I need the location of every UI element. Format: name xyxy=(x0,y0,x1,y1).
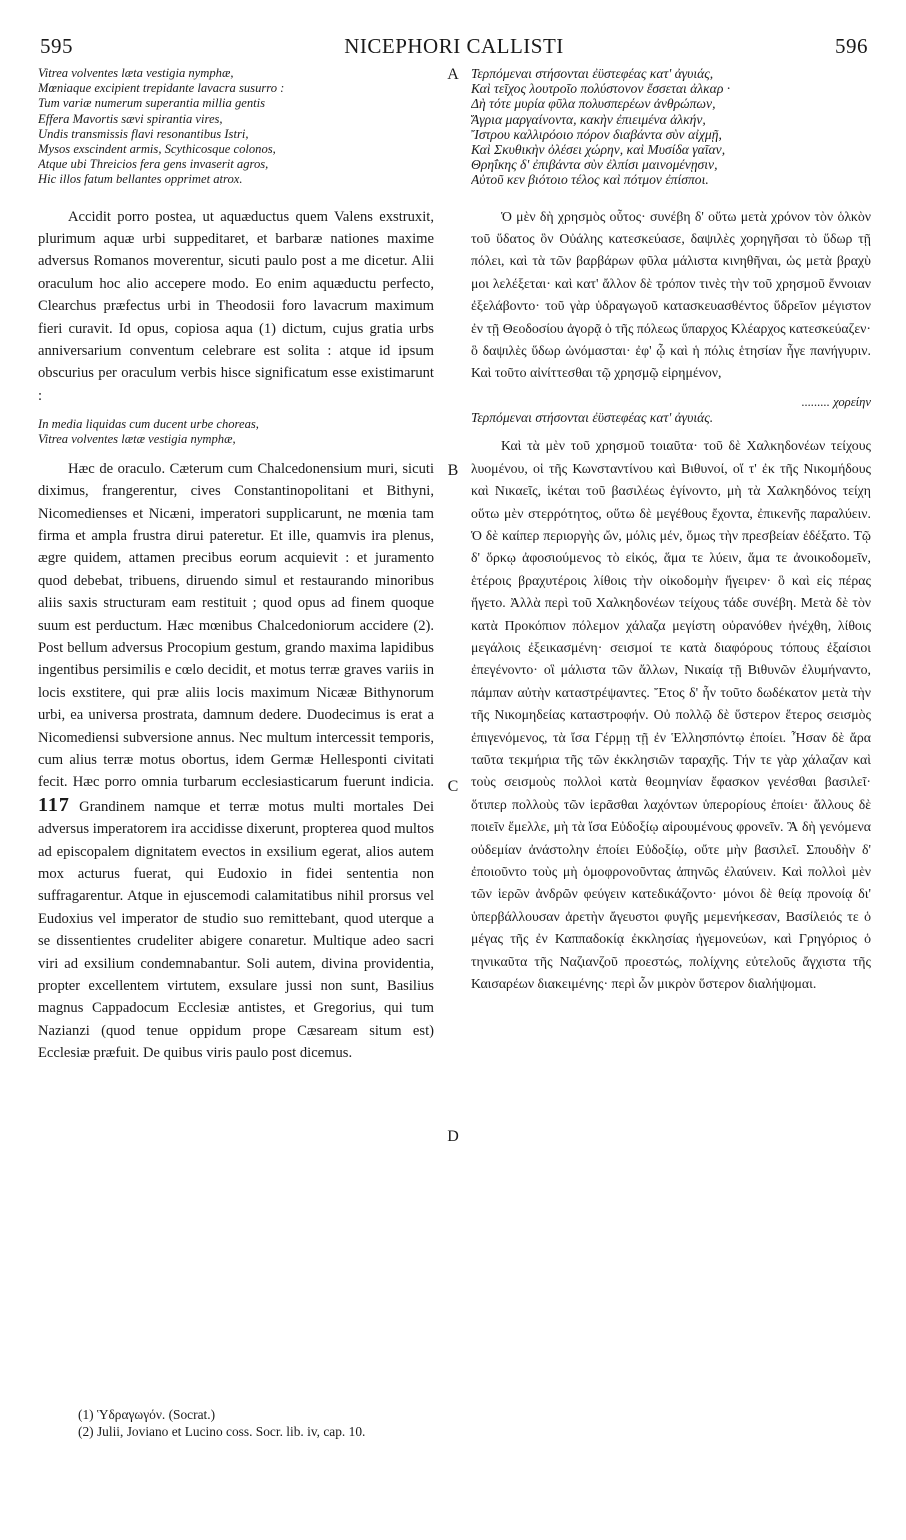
footnote-2: (2) Julii, Joviano et Lucino coss. Socr. lib. iv, cap. 10. xyxy=(78,1424,366,1439)
verse-line: Καὶ Σκυθικὴν ὀλέσει χώρην, καὶ Μυσίδα γαῖαν, xyxy=(471,142,726,158)
verse-line: Vitrea volventes læta vestigia nymphæ, xyxy=(38,66,234,80)
latin-paragraph-2 xyxy=(38,458,434,1065)
latin-column xyxy=(38,66,434,1065)
footnotes xyxy=(78,1406,718,1440)
column-number: 117 xyxy=(38,793,70,816)
latin-quoted-verse xyxy=(38,417,434,447)
greek-quoted-verse xyxy=(471,395,871,425)
verse-line: Τερπόμεναι στήσονται ἐϋστεφέας κατ' ἀγυιάς, xyxy=(471,66,714,81)
verse-line: Effera Mavortis sævi spirantia vires, xyxy=(38,111,223,126)
margin-letter-c: C xyxy=(447,778,459,795)
page-number-right: 596 xyxy=(835,34,868,58)
verse-line: In media liquidas cum ducent urbe choreas, xyxy=(38,417,259,432)
margin-letter-d: D xyxy=(447,1128,459,1145)
greek-paragraph-1: Ὁ μὲν δὴ χρησμὸς οὗτος· συνέβη δ' οὕτω μετὰ χρόνον τὸν ὁλκὸν τοῦ ὕδατος ὃν Οὐάλης κατεσκεύασε, δαψιλὲς χορηγῆσαι τὸ ὕδωρ τῇ πόλει, καὶ τὰ τῶν βαρβάρων φῦλα μάλιστα κινηθῆναι, ὡς μετὰ βραχὺ μοι λελέξεται· καὶ κατ' ἄλλον δὲ τρόπον τινὲς τὴν τοῦ χρησμοῦ ἔννοιαν ἐξελάβοντο· τοῦ γὰρ ὑδραγωγοῦ κατασκευασθέντος ὕδρεῖον μέγιστον ἐν τῇ Θεοδοσίου ἀγορᾷ ὁ τῆς πόλεως ὕπαρχος Κλέαρχος κατεσκεύαζεν· ὃ δαψιλὲς ὕδωρ ὠνόμασται· ἐφ' ᾧ καὶ ἡ πόλις ἑτησίαν ἦγε πανήγυριν. Καὶ τοῦτο αἰνίττεσθαι τῷ χρησμῷ εἰρημένον, xyxy=(471,208,871,381)
verse-line: Δὴ τότε μυρία φῦλα πολυσπερέων ἀνθρώπων, xyxy=(471,96,716,112)
greek-paragraph-2: Καὶ τὰ μὲν τοῦ χρησμοῦ τοιαῦτα· τοῦ δὲ Χαλκηδονέων τείχους λυομένου, οἱ τῆς Κωνσταντίνου καὶ Βιθυνοί, οἵ τ' ἐκ τῆς Νικομήδους καὶ Νικαεῖς, ἱκέται τοῦ βασιλέως ἐγίνοντο, μὴ τὰ Χαλκηδόνος τείχη οὕτω μὲν στερρότητος, οὕτω δὲ μεγέθους ἔχοντα, ἐπικενῆς παραλύειν. Ὁ δὲ καίπερ περιοργὴς ὤν, μόλις μέν, ὅμως τὴν πρεσβείαν ἐδέξατο. Τῷ δ' ὅρκῳ ἀφοσιούμενος τὸ εἰκός, ἅμα τε λύειν, ἅμα τε ἀνοικοδομεῖν, ἑτέροις βραχυτέροις λίθοις τὴν οἰκοδομὴν ἤγειρεν· ὃ καὶ εἰς πέρας ἤγετο. Ἀλλὰ περὶ τοῦ Χαλκηδονέων τείχους τάδε συνέβη. Μετὰ δὲ τὸν κατὰ Προκόπιον πόλεμον χάλαζα μεγίστη οὐρανόθεν ἠνέχθη, λίθοις μεγάλοις ἐξεικασμένη· σεισμοί τε κατὰ διαφόρους τόπους ἐξαίσιοι ἐπεγένοντο· οἳ μάλιστα τῶν ἄλλων, Νικαίᾳ τῇ Βιθυνῶν ἐλυμήναντο, πάμπαν αὐτὴν καταστρέψαντες. Ἔτος δ' ἦν τοῦτο δωδέκατον μετὰ τὴν τῆς Νικομηδείας καταστροφήν. Οὐ πολλῷ δὲ ὕστερον ἕτερος σεισμὸς ἐπιγενόμενος, τὰ ἴσα Γέρμῃ τῇ ἐν Ἑλλησπόντῳ ἐποίει. Ἦσαν δὲ ἄρα ταῦτα τεκμήρια τῆς τῶν ἐκκλησιῶν ταραχῆς. Τήν τε γὰρ χάλαζαν καὶ τοὺς σεισμοὺς πολλοὶ κατὰ θεομηνίαν ἔφασκον γενέσθαι βασιλεῖ· ὅτιπερ πολλοὺς τῶν ἱερᾶσθαι λαχόντων ὑπερορίους ἐποίει· ἄλλους δὲ ποιεῖν ἔμελλε, μὴ τὰ ἴσα Εὐδοξίῳ αἱρουμένους φρονεῖν. Ἃ δὴ γενόμενα οὐδεμίαν ἀνάστολην ἐποίει Εὐδοξίῳ, οὔτε μὴν βασιλεῖ. Σπουδὴν δ' ἐποιοῦντο τοὺς μὴ ὁμοφρονοῦντας ἀπηνῶς ἐλαύνειν. Καὶ πολλοὶ μὲν τῶν ἱερῶν ἀνδρῶν φεύγειν κατεδικάζοντο· μόνοι δὲ θείᾳ προνοίᾳ δι' ὑπερβάλλουσαν ἀρετὴν ἄγευστοι φυγῆς μεμενήκεσαν, Βασίλειός τε ὁ μέγας τῆς ἐν Καππαδοκίᾳ ἐκκλησίας ἡγεμονεύων, καὶ Γρηγόριος ὁ τηνικαῦτα τῆς Ναζιανζοῦ προεστώς, πολίχνης εὐτελοῦς ἄγχιστα τῆς Καισαρέων διακειμένης· περὶ ὧν μικρὸν ὕστερον διαλήψομαι. xyxy=(471,438,871,992)
verse-line: Ἴστρου καλλιρόοιο πόρον διαβάντα σὺν αἰχμῇ, xyxy=(471,126,722,142)
page-number-left: 595 xyxy=(40,34,73,58)
verse-line: Vitrea volventes lætæ vestigia nymphæ, xyxy=(38,432,236,447)
verse-line: Mysos exscindent armis, Scythicosque colonos, xyxy=(38,142,276,157)
verse-line: Καὶ τεῖχος λουτροῖο πολύστονον ἔσσεται ἀλκαρ · xyxy=(471,81,731,97)
latin-paragraph-2-part-2: Grandinem namque et terræ motus multi mortales Dei adversus imperatorem ira accidisse dixerunt, propterea quod multos ad episcopalem dignitatem evectos in exsilium egerat, alios autem mox acturus fuerat, qui Eudoxio in fidei sententia non suffragarentur. Atque in ejuscemodi calamitatibus nihil prorsus vel Eudoxius vel imperator de studio suo remittebant, quod uterque a se dissentientes crudeliter abigere conaretur. Multique adeo sacri viri ad exsilium condemnabantur. Soli autem, divina providentia, propter excellentem virtutem, exsulare jussi non sunt, Basilius magnus Cappadocum Ecclesiæ antistes, et Gregorius, qui tum Nazianzi (quod tenue oppidum prope Cæsaream situm est) Ecclesiæ præfuit. De quibus viris paulo post dicemus. xyxy=(38,798,435,1062)
verse-line: Θρηΐκης δ' ἐπιβάντα σὺν ἐλπίσι μαινομένῃσιν, xyxy=(471,157,718,173)
greek-text xyxy=(471,206,871,996)
latin-oracle-verse xyxy=(38,66,434,188)
verse-line: Ἄγρια μαργαίνοντα, κακὴν ἐπιειμένα ἀλκήν, xyxy=(471,111,706,127)
latin-text xyxy=(38,206,434,1065)
verse-line: Undis transmissis flavi resonantibus Istri, xyxy=(38,126,249,141)
verse-line: Hic illos fatum bellantes opprimet atrox. xyxy=(38,172,243,187)
verse-line: Αὐτοῦ κεν βιότοιο τέλος καὶ πότμον ἐπίσποι. xyxy=(471,172,709,188)
latin-paragraph-2-part-1: Hæc de oraculo. Cæterum cum Chalcedonensium muri, sicuti diximus, frangerentur, cives Constantinopolitani et Bithyni, Nicomedienses et Nicæni, imperatori supplicarunt, ne mœnia tam firma et ampla frustra dirui pateretur. Et ille, quamvis ira plenus, ægre quidem, attamen precibus eorum acquievit : et juramento quod debebat, tribuens, diruendo simul et restaurando minoribus aliis saxis structuram eam restituit ; quod opus ad finem quoque suum est perductum. Hæc mœnibus Chalcedoniorum accidere (2). Post bellum adversus Procopium gestum, grando maxima lapidibus ingentibus persimilis e cœlo decidit, et motus terræ graves variis in locis exstitere, qui præ aliis locis maximum Nicææ Bithynorum urbi, ea universa prostrata, damnum dedere. Duodecimus is erat a Nicomediensi subversione annus. Nec multum intercessit temporis, cum alius terræ motus obortus, idem Germæ Hellesponti civitati fecit. Hæc porro omnia turbarum ecclesiasticarum fuerunt indicia. xyxy=(38,460,434,791)
latin-paragraph-1: Accidit porro postea, ut aquæductus quem Valens exstruxit, plurimum aquæ urbi suppeditaret, et barbaræ nationes maxime adversus Romanos moverentur, sicuti paulo post a me dicetur. Alii oraculum hoc alio accepere modo. Eo enim aquæductu perfecto, Clearchus præfectus urbi in Theodosii foro lavacrum maximum fieri curavit. Id opus, copiosa aqua (1) dictum, cujus gratia urbs anniversarium conventum celebrare est solita : atque id ipsum obscurius per oraculum verbis hisce significatum esse existimarunt : xyxy=(38,208,434,404)
verse-line: Atque ubi Threicios fera gens invaserit agros, xyxy=(38,157,269,172)
margin-letter-a: A xyxy=(447,66,459,83)
verse-line: Mœniaque excipient trepidante lavacra susurro : xyxy=(38,81,285,96)
greek-oracle-verse xyxy=(471,66,871,188)
running-title: NICEPHORI CALLISTI xyxy=(344,34,564,58)
margin-letter-b: B xyxy=(447,462,459,479)
page-header xyxy=(40,34,868,60)
verse-line: Tum variæ numerum superantia millia gentis xyxy=(38,96,266,111)
verse-line: Τερπόμεναι στήσονται ἐϋστεφέας κατ' ἀγυιάς. xyxy=(471,410,714,426)
greek-column xyxy=(471,66,871,995)
verse-continuation: ......... χορείην xyxy=(801,394,871,409)
footnote-1: (1) Ὑδραγωγόν. (Socrat.) xyxy=(78,1407,216,1422)
